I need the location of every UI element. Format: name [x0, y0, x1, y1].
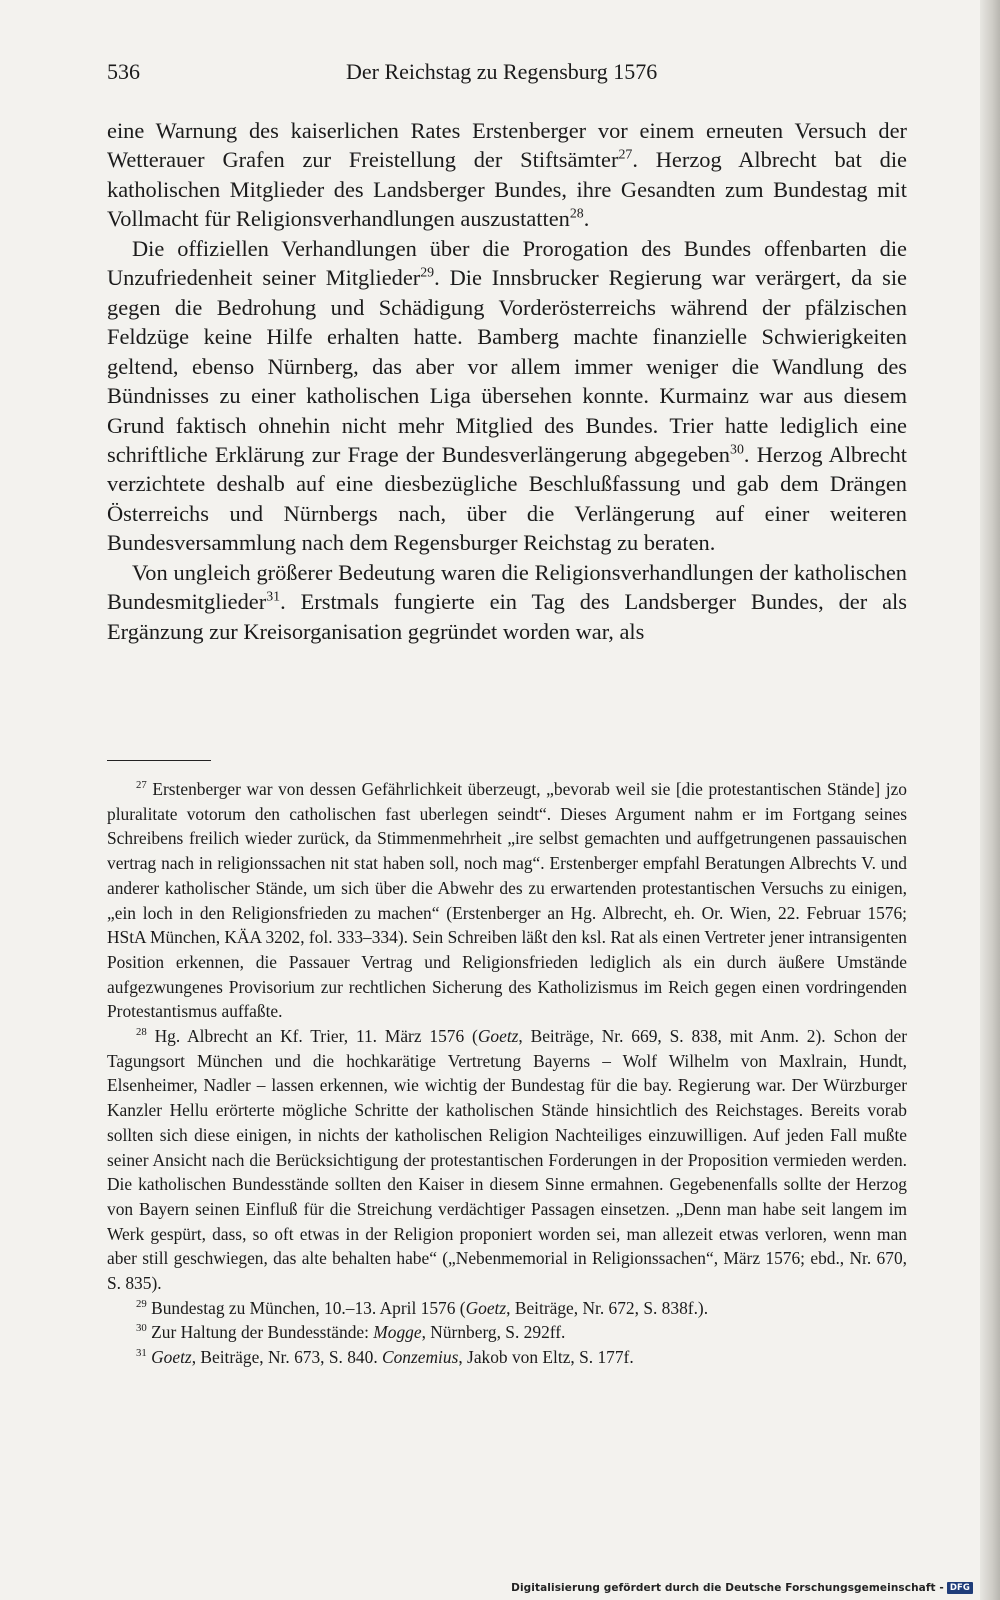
paragraph-2-text-cont: . Die Innsbrucker Regierung war verärgert, da sie gegen die Bedrohung und Schädigung Vorderösterreichs während der pfälzischen Feldzüge keine Hilfe erhalten hatte. Bamberg machte finanzielle Schwierigkeiten geltend, ebenso Nürnberg, das aber vor allem immer weniger die Wandlung des Bündnisses zu einer katholischen Liga übersehen konnte. Kurmainz war aus diesem Grund faktisch ohnehin nicht mehr Mitglied des Bundes. Trier hatte lediglich eine schriftliche Erklärung zur Frage der Bundesverlängerung abgegeben [107, 265, 907, 467]
paragraph-3-text-cont: . Erstmals fungierte ein Tag des Landsberger Bundes, der als Ergänzung zur Kreisorganisation gegründet worden war, als [107, 589, 907, 644]
page-header [107, 55, 907, 89]
paragraph-1-text-cont: . Herzog Albrecht bat die katholischen Mitglieder des Landsberger Bundes, ihre Gesandten zum Bundestag mit Vollmacht für Religionsverhandlungen auszustatten [107, 147, 907, 232]
footnote-text-cont: , Nürnberg, S. 292ff. [421, 1322, 566, 1343]
credit-text: Digitalisierung gefördert durch die Deutsche Forschungsgemeinschaft - [511, 1582, 944, 1594]
author-name: Goetz [465, 1297, 507, 1318]
page-number: 536 [107, 59, 140, 84]
footnote-text: Erstenberger war von dessen Gefährlichkeit überzeugt, „bevorab weil sie [die protestantischen Stände] jzo pluralitate votorum den catholischen fast uberlegen seindt“. Dieses Argument nahm er im Fortgang seines Schreibens freilich wieder zurück, da Stimmenmehrheit „ire selbst gemachten und auffgetrungenen passauischen vertrag nach in religionssachen nit stat haben soll, noch mag“. Erstenberger empfahl Beratungen Albrechts V. und anderer katholischer Stände, um sich über die Abwehr des zu erwartenden protestantischen Versuchs zu einigen, „ein loch in den Religionsfrieden zu machen“ (Erstenberger an Hg. Albrecht, eh. Or. Wien, 22. Februar 1576; HStA München, KÄA 3202, fol. 333–334). Sein Schreiben läßt den ksl. Rat als einen Vertreter jener intransigenten Position erkennen, die Passauer Vertrag und Religionsfrieden lediglich als ein durch äußere Umstände aufgezwungenes Provisorium zur rechtlichen Sicherung des Katholizismus im Reich gegen einen vordringenden Protestantismus auffaßte. [107, 779, 907, 1022]
paragraph-1-text-end: . [583, 206, 590, 232]
footnote-number: 28 [136, 1026, 147, 1039]
footnote-ref-31: 31 [266, 589, 281, 605]
author-name-2: Conzemius [382, 1347, 459, 1368]
main-text [107, 116, 907, 646]
footnote-text: Zur Haltung der Bundesstände: [151, 1322, 374, 1343]
footnote-31 [107, 1345, 907, 1370]
footnote-text-cont: , Beiträge, Nr. 672, S. 838f.). [506, 1297, 709, 1318]
paragraph-3 [107, 558, 907, 646]
footnote-ref-30: 30 [730, 442, 744, 458]
footnote-ref-27: 27 [618, 147, 633, 163]
footnote-text-cont: , Jakob von Eltz, S. 177f. [458, 1347, 634, 1368]
footnote-ref-28: 28 [569, 206, 584, 222]
footnote-text: Bundestag zu München, 10.–13. April 1576 ( [151, 1297, 466, 1318]
footnote-30 [107, 1320, 907, 1345]
running-title: Der Reichstag zu Regensburg 1576 [346, 59, 658, 84]
paragraph-1 [107, 116, 907, 234]
paragraph-2-text: Die offiziellen Verhandlungen über die Prorogation des Bundes offenbarten die Unzufriedenheit seiner Mitglieder [107, 235, 907, 291]
footnote-28 [107, 1024, 907, 1296]
dfg-logo: DFG [947, 1582, 973, 1594]
paragraph-2-text-end: . Herzog Albrecht verzichtete deshalb auf eine diesbezügliche Beschlußfassung und gab dem Drängen Österreichs und Nürnbergs nach, über die Verlängerung auf einer weiteren Bundesversammlung nach dem Regensburger Reichstag zu beraten. [107, 441, 907, 556]
footnote-text-cont: , Beiträge, Nr. 669, S. 838, mit Anm. 2). Schon der Tagungsort München und die hochkarätige Vertretung Bayerns – Wolf Wilhelm von Maxlrain, Hundt, Elsenheimer, Nadler – lassen erkennen, wie wichtig der Bundestag für die bay. Regierung war. Der Würzburger Kanzler Hellu erörterte mögliche Schritte der katholischen Stände hinsichtlich des Reichstages. Bereits vorab sollten sich diese einigen, in nichts der katholischen Religion Nachteiliges einzuwilligen. Auf jeden Fall mußte seiner Ansicht nach die Berücksichtigung der protestantischen Forderungen in der Proposition vermieden werden. Die katholischen Bundesstände sollten den Kaiser in diesem Sinne ermahnen. Gegebenenfalls sollte der Herzog von Bayern seinen Einfluß für die Streichung verdächtiger Passagen einsetzen. „Denn man habe seit langem im Werk gespürt, dass, so oft etwas in der Religion proponiert worden sei, man allezeit etwas verloren, wenn man aber still geschwiegen, das alte behalten habe“ („Nebenmemorial in Religionssachen“, März 1576; ebd., Nr. 670, S. 835). [107, 1026, 907, 1294]
footnote-divider [107, 760, 211, 761]
paragraph-2 [107, 234, 907, 558]
footnote-text: , Beiträge, Nr. 673, S. 840. [191, 1347, 383, 1368]
footnote-number: 31 [136, 1347, 147, 1360]
author-name: Goetz [477, 1026, 519, 1047]
author-name: Goetz [151, 1347, 192, 1368]
footnote-number: 30 [136, 1322, 147, 1335]
author-name: Mogge [373, 1322, 422, 1343]
digitization-credit [511, 1582, 973, 1594]
footnotes [107, 777, 907, 1370]
footnote-ref-29: 29 [420, 265, 435, 281]
paragraph-3-text: Von ungleich größerer Bedeutung waren die Religionsverhandlungen der katholischen Bundesmitglieder [107, 559, 907, 615]
footnote-29 [107, 1296, 907, 1321]
footnote-text: Hg. Albrecht an Kf. Trier, 11. März 1576 ( [154, 1026, 478, 1047]
book-binding-edge [980, 0, 1000, 1600]
paragraph-1-text: eine Warnung des kaiserlichen Rates Erstenberger vor einem erneuten Versuch der Wetterauer Grafen zur Freistellung der Stiftsämter [107, 118, 907, 173]
footnote-number: 27 [136, 779, 147, 792]
footnote-27 [107, 777, 907, 1024]
footnote-number: 29 [136, 1297, 147, 1310]
